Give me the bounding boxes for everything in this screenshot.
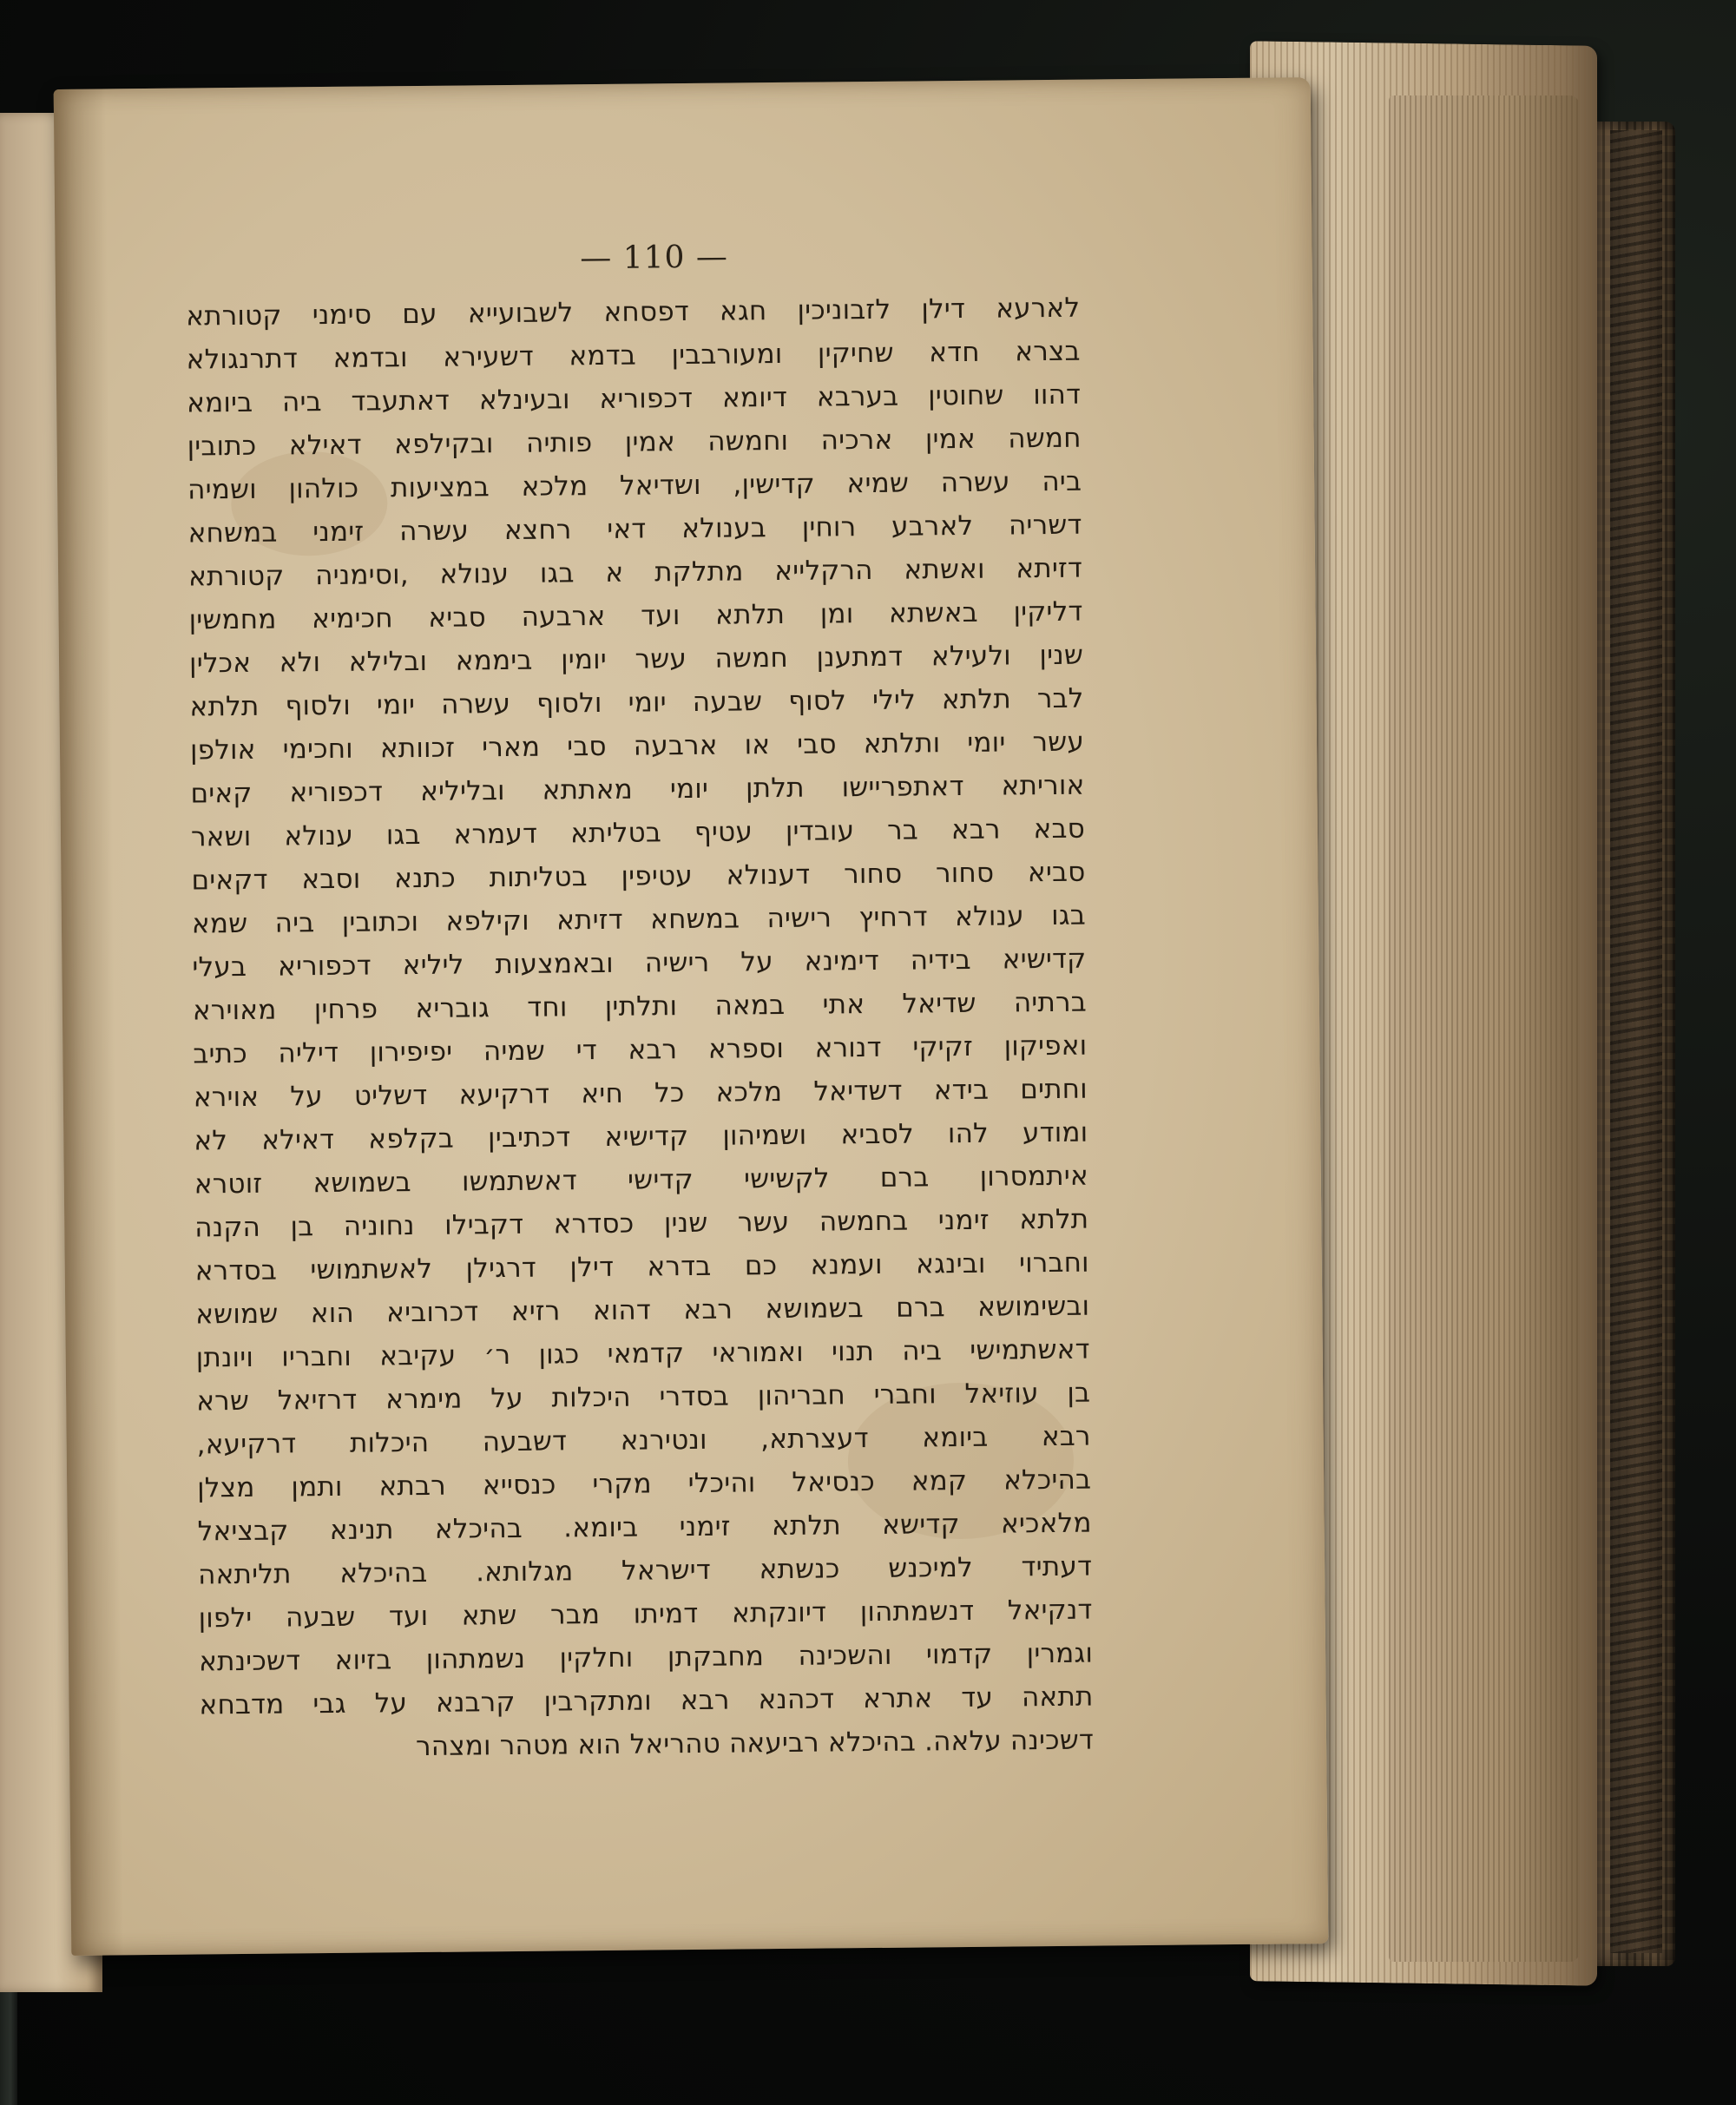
text-line: דהוו שחוטין בערבא דיומא דכפוריא ובעינלא דאתעבד ביה ביומא <box>187 378 1082 419</box>
text-line: וחברוי ובינגא ועמנא כם בדרא דילן דרגילן לאשתמושי בסדרא <box>194 1247 1089 1287</box>
text-line: לארעא דילן לזבוניכין חגא דפסחא לשבועייא עם סימני קטורתא <box>186 292 1081 332</box>
hebrew-text-block <box>186 286 1094 1771</box>
text-line: תתאה עד אתרא דכהנא רבא ומתקרבין קרבנא על גבי מדבחא <box>199 1681 1094 1721</box>
text-line: וחתים בידא דשדיאל מלכא כל חיא דרקיעא דשליט על אוירא <box>193 1073 1088 1114</box>
text-line: ברתיה שדיאל אתי במאה ותלתין וחד גובריא פרחין מאוירא <box>192 986 1088 1027</box>
text-line: דנקיאל דנשמתהון דיונקתא דמיתו מבר שתא ועד שבעה ילפון <box>198 1594 1093 1635</box>
text-line: בן עוזיאל וחברי חבריהון בסדרי היכלות על מימרא דרזיאל שרא <box>196 1377 1091 1418</box>
text-line: דאשתמישי ביה תנוי ואמוראי קדמאי כגון ר׳ עקיבא וחבריו ויונתן <box>195 1333 1090 1374</box>
page-edge-stack-lower <box>1389 95 1580 1962</box>
text-line: חמשה אמין ארכיה וחמשה אמין פותיה ובקילפא דאילא כתובין <box>187 422 1082 463</box>
text-line: סביא סחור סחור דענולא עטיפין בטליתות כתנא וסבא דקאים <box>191 856 1086 897</box>
text-line: מלאכיא קדישא תלתא זימני ביומא. בהיכלא תנינא קבציאל <box>197 1507 1092 1548</box>
text-line: ואפיקון זקיקי דנורא וספרא רבא די שמיה יפיפירון דיליה כתיב <box>193 1029 1088 1070</box>
text-line: רבא ביומא דעצרתא, ונטירנא דשבעה היכלות דרקיעא, <box>196 1420 1091 1461</box>
cover-board-texture <box>1610 130 1662 1953</box>
text-line: איתמסרון ברם לקשישי קדישי דאשתמשו בשמושא זוטרא <box>194 1160 1088 1201</box>
text-line: אוריתא דאתפריישו תלתן יומי מאתתא ובליליא דכפוריא קאים <box>190 769 1085 810</box>
text-line: לבר תלתא לילי לסוף שבעה יומי ולסוף עשרה יומי ולסוף תלתא <box>189 682 1084 723</box>
text-line: דשכינה עלאה. בהיכלא רביעאה טהריאל הוא מטהר ומצהר <box>415 1724 1095 1763</box>
text-line: ומודע להו לסביא ושמיהון קדישיא דכתיבין בקלפא דאילא לא <box>194 1116 1088 1157</box>
text-line: בגו ענולא דרחיץ רישיה במשחא דזיתא וקילפא וכתובין ביה שמא <box>191 899 1087 940</box>
text-line: דשריה לארבע רוחין בענולא דאי רחצא עשרה זימני במשחא <box>187 509 1082 549</box>
text-line: וגמרין קדמוי והשכינה מחבקתן וחלקין נשמתהון בזיוא דשכינתא <box>198 1637 1094 1678</box>
text-line: עשר יומי ותלתא סבי או ארבעה סבי מארי זכוותא וחכימי אולפן <box>189 726 1085 766</box>
text-line: קדישיא בידיה דימינא על רישיה ובאמצעות ליליא דכפוריא בעלי <box>192 943 1087 983</box>
book-page <box>54 77 1329 1956</box>
text-line: שנין ולעילא דמתענן חמשה עשר יומין ביממא ובלילא ולא אכלין <box>188 639 1084 680</box>
text-line: בצרא חדא שחיקין ומעורבבין בדמא דשעירא ובדמא דתרנגולא <box>186 335 1081 376</box>
text-line: בהיכלא קמא כנסיאל והיכלי מקרי כנסייא רבתא ותמן מצלן <box>197 1464 1092 1504</box>
text-line: ביה עשרה שמיא קדישין, ושדיאל מלכא במציעות כולהון ושמיה <box>187 465 1082 506</box>
page-number: — 110 — <box>580 239 729 277</box>
text-line: סבא רבא בר עובדין עטיף בטליתא דעמרא בגו ענולא ושאר <box>190 812 1086 853</box>
text-line: דליקין באשתא ומן תלתא ועד ארבעה סביא חכימיא מחמשין <box>188 595 1083 636</box>
text-line: ובשימושא ברם בשמושא רבא דהוא רזיא דכרוביא הוא שמושא <box>195 1290 1090 1331</box>
text-line: תלתא זימני בחמשה עשר שנין כסדרא דקבילו נחוניה בן הקנה <box>194 1203 1089 1244</box>
text-line: דעתיד למיכנש כנשתא דישראל מגלותא. בהיכלא תליתאה <box>197 1550 1093 1591</box>
text-line: דזיתא ואשתא הרקלייא מתלקת א בגו ענולא ,וסימניה קטורתא <box>187 552 1083 593</box>
